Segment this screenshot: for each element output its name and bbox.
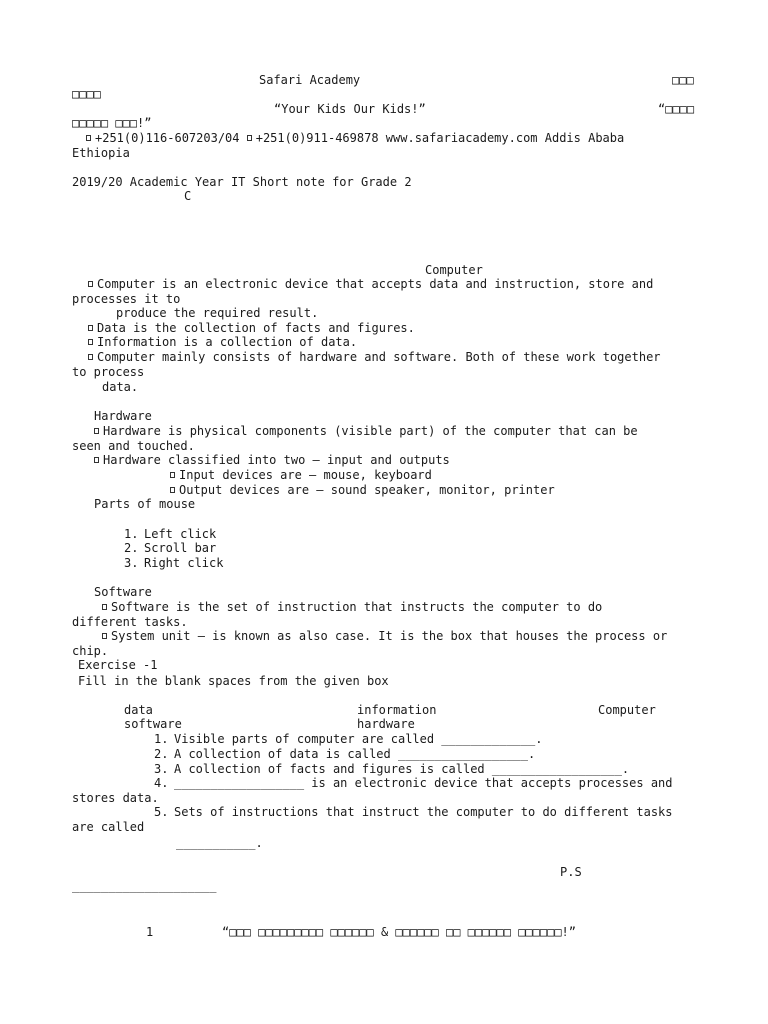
word-box-item: software: [124, 717, 182, 731]
bullet-icon: [170, 487, 175, 493]
bullet-line: [94, 453, 450, 467]
bullet-text: Data is the collection of facts and figures.: [97, 321, 415, 335]
bullet-line: [102, 629, 667, 643]
bullet-icon: [88, 354, 93, 360]
bullet-text-cont: seen and touched.: [72, 439, 195, 453]
section-heading-computer: Computer: [425, 263, 483, 277]
bullet-text: Input devices are – mouse, keyboard: [179, 468, 432, 482]
question-text: A collection of facts and figures is called __________________.: [174, 762, 630, 776]
exercise-question: 2. A collection of data is called __________________.: [154, 747, 536, 761]
question-text-cont: are called: [72, 820, 145, 834]
school-motto: “Your Kids Our Kids!”: [274, 102, 426, 116]
exercise-question: 1. Visible parts of computer are called _____________.: [154, 732, 543, 746]
amharic-school-name: □□□: [672, 73, 694, 87]
bullet-icon: [94, 457, 99, 463]
bullet-line: [102, 600, 602, 614]
mobile-phone-icon: [247, 135, 252, 141]
bullet-text: Software is the set of instruction that instructs the computer to do: [111, 600, 603, 614]
school-name: Safari Academy: [259, 73, 361, 87]
word-box-item: data: [124, 703, 153, 717]
location: Addis Ababa: [544, 131, 625, 145]
bullet-text: Hardware classified into two – input and outputs: [103, 453, 450, 467]
exercise-instruction: Fill in the blank spaces from the given box: [78, 674, 389, 688]
bullet-text: Hardware is physical components (visible part) of the computer that can be: [103, 424, 638, 438]
bullet-line: [88, 350, 661, 364]
question-text: __________________ is an electronic device that accepts processes and: [174, 776, 673, 790]
amharic-school-name-cont: □□□□: [72, 87, 101, 101]
section-heading-software: Software: [94, 585, 152, 599]
document-subtitle: 2019/20 Academic Year IT Short note for Grade 2: [72, 175, 412, 189]
mouse-parts-heading: Parts of mouse: [94, 497, 196, 511]
exercise-question: 5. Sets of instructions that instruct the computer to do different tasks: [154, 805, 673, 819]
bullet-line: [88, 335, 357, 349]
location-country: Ethiopia: [72, 146, 130, 160]
word-box-item: hardware: [357, 717, 415, 731]
footer-ps: P.S: [560, 865, 582, 879]
phone-number-1: +251(0)116-607203/04: [95, 131, 240, 145]
bullet-icon: [88, 339, 93, 345]
bullet-text: Information is a collection of data.: [97, 335, 358, 349]
exercise-question: 4. __________________ is an electronic device that accepts processes and: [154, 776, 673, 790]
list-item-text: Scroll bar: [144, 541, 217, 555]
bullet-icon: [170, 472, 175, 478]
amharic-footer-slogan: “□□□ □□□□□□□□□ □□□□□□ & □□□□□□ □□ □□□□□□ □□□□□□!”: [222, 925, 577, 939]
bullet-icon: [88, 325, 93, 331]
bullet-text: Computer is an electronic device that accepts data and instruction, store and: [97, 277, 654, 291]
section-heading-hardware: Hardware: [94, 409, 152, 423]
bullet-text: System unit – is known as also case. It is the box that houses the process or: [111, 629, 668, 643]
bullet-text-cont: data.: [102, 380, 139, 394]
footer-rule: ____________________: [72, 879, 217, 893]
bullet-text: Output devices are – sound speaker, monitor, printer: [179, 483, 555, 497]
bullet-text-cont: to process: [72, 365, 145, 379]
list-item: 3. Right click: [124, 556, 224, 570]
word-box-item: information: [357, 703, 437, 717]
phone-number-2: +251(0)911-469878: [255, 131, 379, 145]
bullet-line: [94, 424, 638, 438]
list-item: 1. Left click: [124, 527, 217, 541]
list-item-text: Right click: [144, 556, 224, 570]
sub-bullet-line: [170, 468, 432, 482]
bullet-text-cont: chip.: [72, 644, 109, 658]
contact-line: [86, 131, 624, 145]
question-text: A collection of data is called __________________.: [174, 747, 536, 761]
bullet-text-cont: processes it to: [72, 292, 181, 306]
bullet-text-cont: different tasks.: [72, 615, 188, 629]
bullet-line: [88, 277, 653, 291]
amharic-motto: “□□□□: [658, 102, 695, 116]
bullet-text: Computer mainly consists of hardware and software. Both of these work together: [97, 350, 661, 364]
phone-icon: [86, 135, 91, 141]
exercise-question: 3. A collection of facts and figures is called __________________.: [154, 762, 630, 776]
question-text: Visible parts of computer are called _____________.: [174, 732, 543, 746]
website-link[interactable]: www.safariacademy.com: [385, 131, 538, 145]
list-item: 2. Scroll bar: [124, 541, 217, 555]
bullet-text-cont: produce the required result.: [116, 306, 319, 320]
question-text-cont: stores data.: [72, 791, 159, 805]
question-text-cont: ___________.: [176, 836, 263, 850]
question-text: Sets of instructions that instruct the computer to do different tasks: [174, 805, 673, 819]
bullet-icon: [102, 633, 107, 639]
exercise-title: Exercise -1: [78, 658, 158, 672]
bullet-icon: [102, 604, 107, 610]
bullet-icon: [94, 428, 99, 434]
sub-bullet-line: [170, 483, 555, 497]
page-number: 1: [146, 925, 154, 939]
subtitle-tail: C: [184, 189, 192, 203]
bullet-line: [88, 321, 415, 335]
word-box-item: Computer: [598, 703, 656, 717]
list-item-text: Left click: [144, 527, 217, 541]
bullet-icon: [88, 281, 93, 287]
amharic-motto-cont: □□□□□ □□□!”: [72, 116, 152, 130]
